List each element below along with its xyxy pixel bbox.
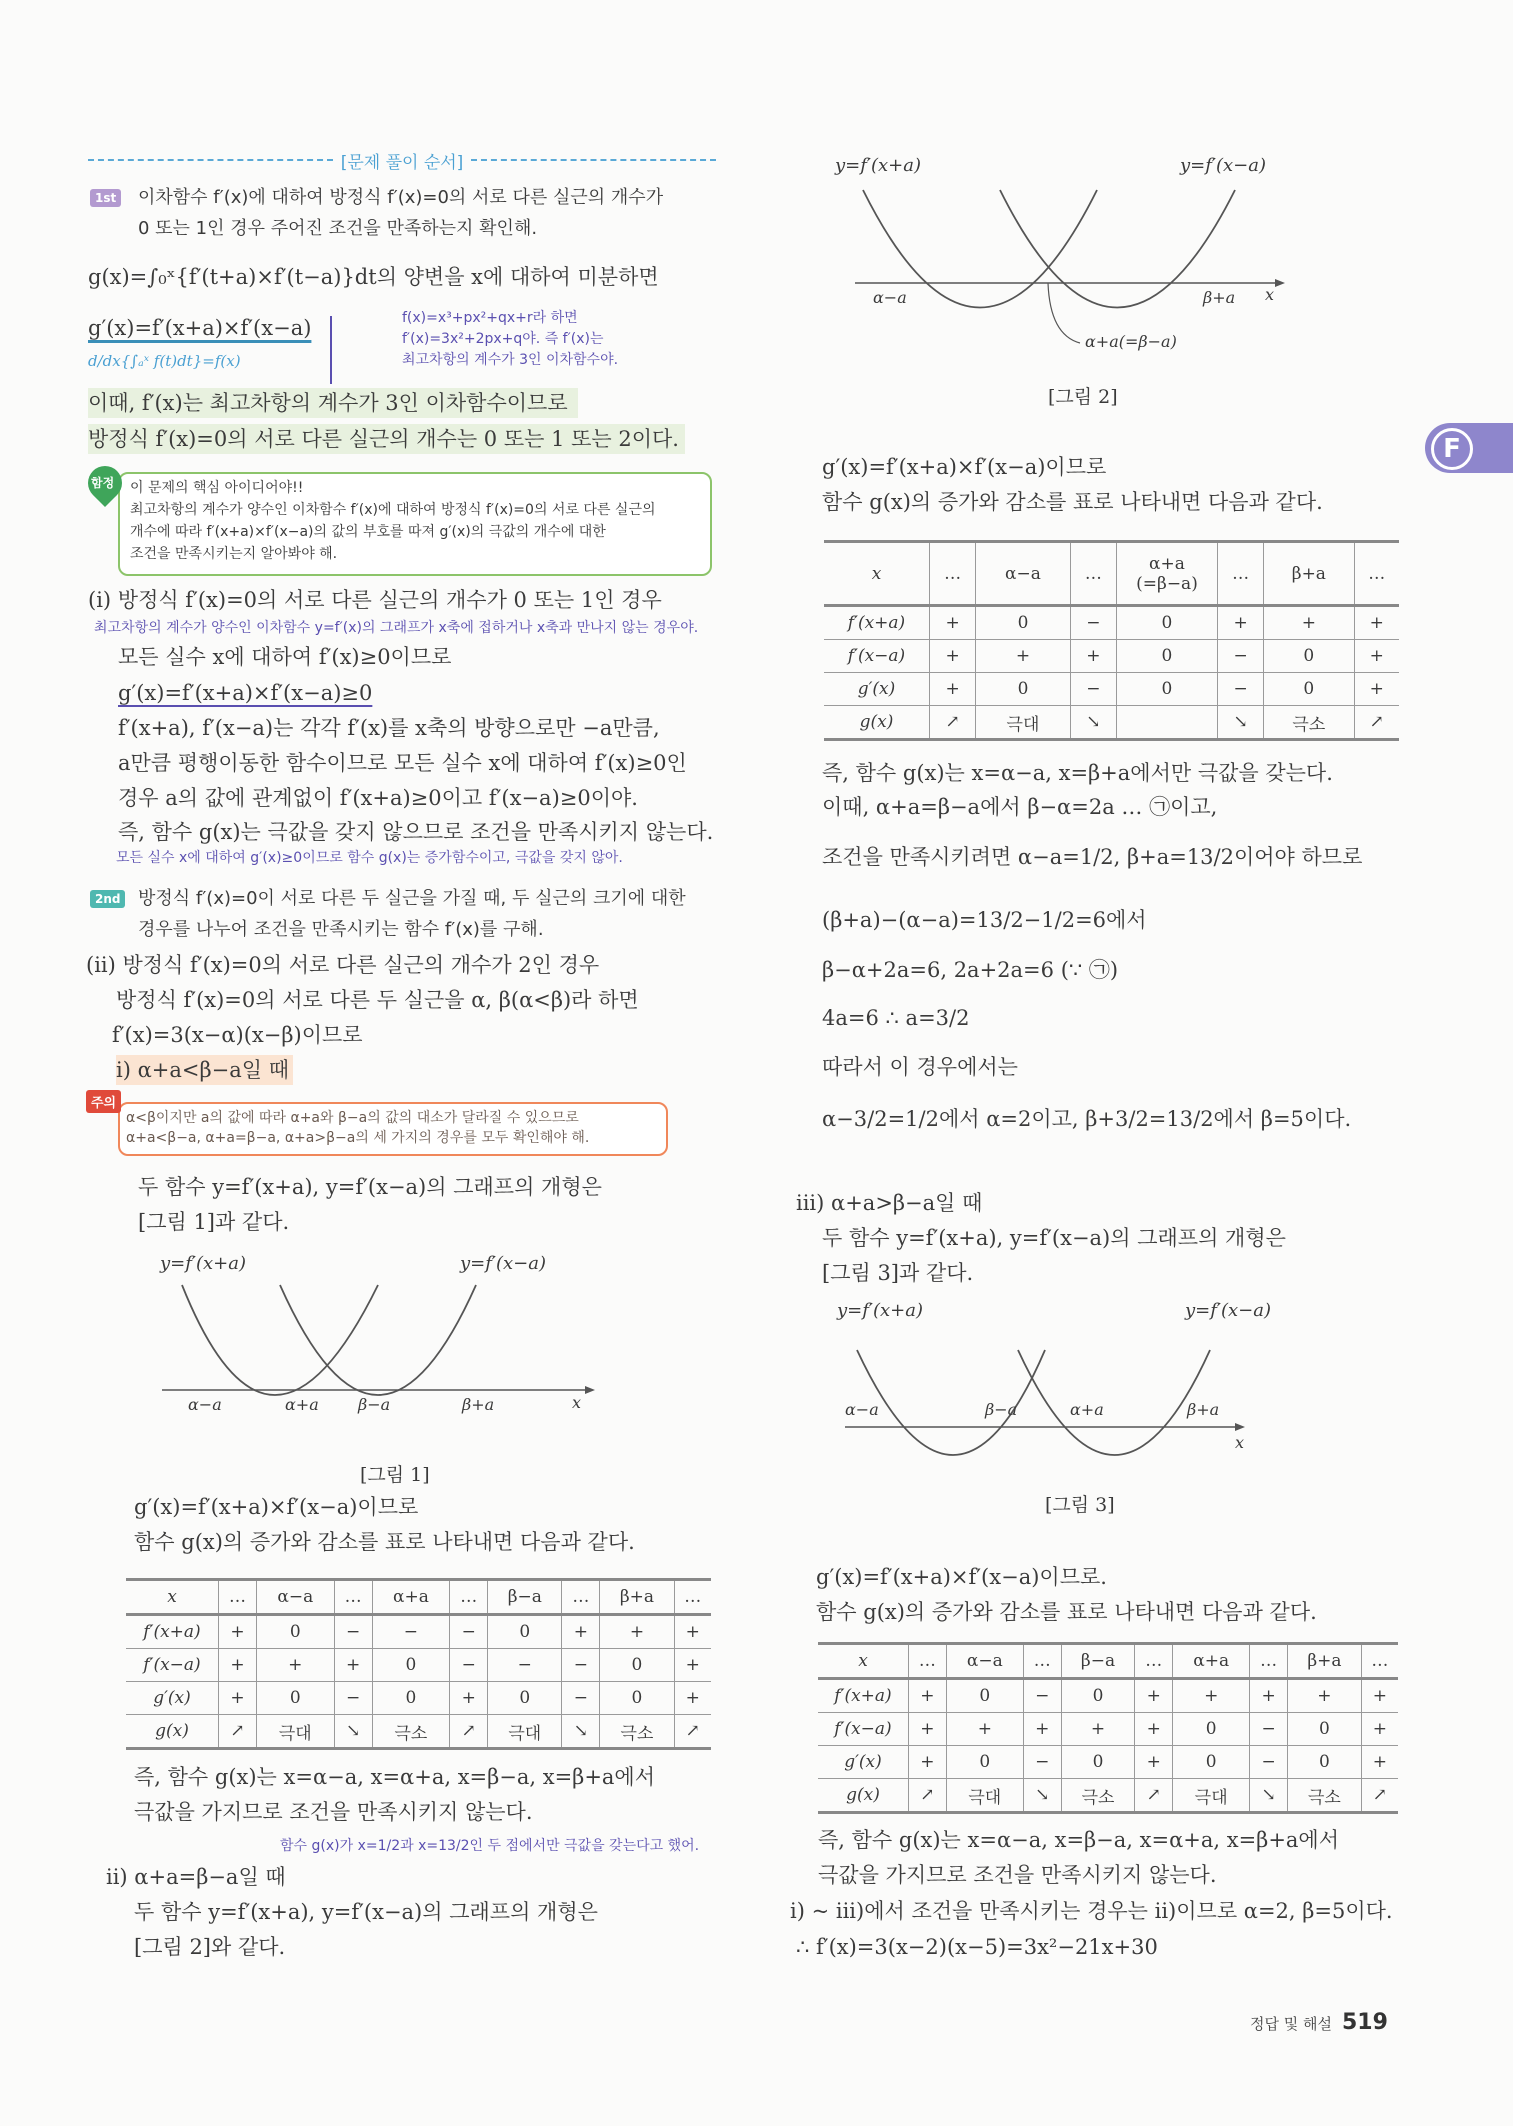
table-row: g′(x) + 0 − 0 + 0 − 0 +	[126, 1682, 711, 1715]
right-line-4: (β+a)−(α−a)=13/2−1/2=6에서	[822, 908, 1147, 932]
right-line-2: 이때, α+a=β−a에서 β−α=2a … ㉠이고,	[822, 795, 1218, 819]
table1-intro-2: 함수 g(x)의 증가와 감소를 표로 나타내면 다음과 같다.	[134, 1530, 635, 1554]
eq-g-definition: g(x)=∫₀ˣ{f′(t+a)×f′(t−a)}dt의 양변을 x에 대하여 미분하면	[88, 265, 659, 289]
figure-3-graph	[835, 1300, 1335, 1490]
conclusion1-note: 함수 g(x)가 x=1/2과 x=13/2인 두 점에서만 극값을 갖는다고 했어.	[280, 1838, 700, 1854]
table-1	[126, 1578, 711, 1750]
table-row: f′(x+a) + 0 − 0 + + +	[824, 606, 1399, 640]
table2-intro-1: g′(x)=f′(x+a)×f′(x−a)이므로	[822, 455, 1107, 479]
note-bracket	[330, 316, 332, 384]
case1-note2: 모든 실수 x에 대하여 g′(x)≥0이므로 함수 g(x)는 증가함수이고, 극값을 갖지 않아.	[116, 850, 623, 866]
fig3-caption: [그림 3]	[1045, 1494, 1115, 1516]
right-line-3: 조건을 만족시키려면 α−a=1/2, β+a=13/2이어야 하므로	[822, 845, 1363, 869]
figure-2-graph	[835, 155, 1355, 355]
fig1-root-3: β−a	[358, 1395, 391, 1414]
section-title: [문제 풀이 순서]	[340, 152, 464, 173]
figure-3	[835, 1300, 1335, 1490]
fig2-callout-label: α+a(=β−a)	[1085, 332, 1177, 351]
fig3-axis-label: x	[1235, 1433, 1245, 1452]
fig2-intro-2: [그림 2]와 같다.	[134, 1935, 286, 1959]
fig3-label-right: y=f′(x−a)	[1185, 1300, 1272, 1321]
table-2	[824, 540, 1399, 741]
fig2-root-2: β+a	[1203, 288, 1236, 307]
fig3-intro-1: 두 함수 y=f′(x+a), y=f′(x−a)의 그래프의 개형은	[822, 1226, 1286, 1250]
trap-line-2: 최고차항의 계수가 양수인 이차함수 f′(x)에 대하여 방정식 f′(x)=0의 서로 다른 실근의	[130, 502, 656, 518]
fig1-caption: [그림 1]	[360, 1464, 430, 1486]
right-line-6: 4a=6 ∴ a=3/2	[822, 1006, 970, 1030]
final-line1: i) ~ iii)에서 조건을 만족시키는 경우는 ii)이므로 α=2, β=5이다.	[790, 1899, 1393, 1923]
trap-line-3: 개수에 따라 f′(x+a)×f′(x−a)의 값의 부호를 따져 g′(x)의 극값의 개수에 대한	[130, 524, 606, 540]
case2-line-1: 방정식 f′(x)=0의 서로 다른 두 실근을 α, β(α<β)라 하면	[116, 988, 639, 1012]
step1-line2: 0 또는 1인 경우 주어진 조건을 만족하는지 확인해.	[138, 218, 538, 239]
trap-line-1: 이 문제의 핵심 아이디어야!!	[130, 480, 304, 496]
table-row: f′(x+a) + 0 − − − 0 + + +	[126, 1615, 711, 1649]
fig1-label-left: y=f′(x+a)	[160, 1253, 247, 1274]
fig1-intro-1: 두 함수 y=f′(x+a), y=f′(x−a)의 그래프의 개형은	[138, 1175, 602, 1199]
page-footer	[1250, 2010, 1388, 2035]
right-line-7: 따라서 이 경우에서는	[822, 1055, 1018, 1079]
conclusion1-line1: 즉, 함수 g(x)는 x=α−a, x=α+a, x=β−a, x=β+a에서	[134, 1765, 656, 1789]
fig3-root-4: β+a	[1187, 1400, 1220, 1419]
fig2-label-left: y=f′(x+a)	[835, 155, 922, 176]
sub-case-ii: ii) α+a=β−a일 때	[106, 1865, 286, 1889]
final-answer: ∴ f′(x)=3(x−2)(x−5)=3x²−21x+30	[796, 1935, 1158, 1959]
right-line-1: 즉, 함수 g(x)는 x=α−a, x=β+a에서만 극값을 갖는다.	[822, 761, 1333, 785]
fig2-caption: [그림 2]	[1048, 386, 1118, 408]
step1-line1: 이차함수 f′(x)에 대하여 방정식 f′(x)=0의 서로 다른 실근의 개수가	[138, 187, 664, 208]
case2-title: (ii) 방정식 f′(x)=0의 서로 다른 실근의 개수가 2인 경우	[86, 953, 600, 977]
fig1-root-4: β+a	[462, 1395, 495, 1414]
case1-line-3: f′(x+a), f′(x−a)는 각각 f′(x)를 x축의 방향으로만 −a만큼,	[118, 716, 660, 740]
conclusion3-line1: 즉, 함수 g(x)는 x=α−a, x=β−a, x=α+a, x=β+a에서	[818, 1828, 1340, 1852]
table-row: f′(x−a) + + + 0 − 0 +	[824, 640, 1399, 673]
step2-line2: 경우를 나누어 조건을 만족시키는 함수 f′(x)를 구해.	[138, 919, 544, 940]
step2-line1: 방정식 f′(x)=0이 서로 다른 두 실근을 가질 때, 두 실근의 크기에 대한	[138, 888, 686, 909]
case2-line-2: f′(x)=3(x−α)(x−β)이므로	[112, 1023, 363, 1047]
table3-intro-2: 함수 g(x)의 증가와 감소를 표로 나타내면 다음과 같다.	[816, 1600, 1317, 1624]
table-row: g(x) ↗ 극대 ↘ 극소 ↗ 극대 ↘ 극소 ↗	[126, 1715, 711, 1749]
conclusion3-line2: 극값을 가지므로 조건을 만족시키지 않는다.	[818, 1863, 1217, 1887]
fig3-root-3: α+a	[1070, 1400, 1104, 1419]
eq-g-prime: g′(x)=f′(x+a)×f′(x−a)	[88, 316, 312, 340]
right-line-8: α−3/2=1/2에서 α=2이고, β+3/2=13/2에서 β=5이다.	[822, 1107, 1352, 1131]
trap-line-4: 조건을 만족시키는지 알아봐야 해.	[130, 546, 338, 562]
table1-intro-1: g′(x)=f′(x+a)×f′(x−a)이므로	[134, 1495, 419, 1519]
then-line2: 방정식 f′(x)=0의 서로 다른 실근의 개수는 0 또는 1 또는 2이다.	[88, 424, 685, 454]
case1-line-4: a만큼 평행이동한 함수이므로 모든 실수 x에 대하여 f′(x)≥0인	[118, 751, 687, 775]
table2-intro-2: 함수 g(x)의 증가와 감소를 표로 나타내면 다음과 같다.	[822, 490, 1323, 514]
fig3-intro-2: [그림 3]과 같다.	[822, 1261, 974, 1285]
figure-1	[130, 1255, 610, 1455]
page-number: 519	[1342, 2010, 1388, 2035]
figure-2	[835, 155, 1355, 355]
fig2-root-1: α−a	[873, 288, 907, 307]
conclusion1-line2: 극값을 가지므로 조건을 만족시키지 않는다.	[134, 1800, 533, 1824]
figure-1-graph	[130, 1255, 610, 1455]
table-row: g′(x) + 0 − 0 − 0 +	[824, 673, 1399, 706]
then-line1: 이때, f′(x)는 최고차항의 계수가 3인 이차함수이므로	[88, 388, 578, 418]
side-note-1: f(x)=x³+px²+qx+r라 하면	[402, 310, 578, 326]
case1-line-1: 모든 실수 x에 대하여 f′(x)≥0이므로	[118, 645, 452, 669]
sub-case-iii: iii) α+a>β−a일 때	[796, 1191, 983, 1215]
step1-badge: 1st	[90, 189, 121, 207]
chapter-tab[interactable]	[1425, 423, 1513, 473]
hint-derivative: d/dx{∫ₐˣ f(t)dt}=f(x)	[88, 352, 241, 370]
table-3	[818, 1642, 1398, 1814]
fig3-label-left: y=f′(x+a)	[837, 1300, 924, 1321]
footer-label: 정답 및 해설	[1250, 2015, 1332, 2033]
table3-header: x … α−a … β−a … α+a … β+a …	[818, 1644, 1398, 1679]
case1-line-2: g′(x)=f′(x+a)×f′(x−a)≥0	[118, 681, 373, 705]
right-line-5: β−α+2a=6, 2a+2a=6 (∵ ㉠)	[822, 958, 1119, 982]
table-row: g′(x) + 0 − 0 + 0 − 0 +	[818, 1746, 1398, 1779]
table-row: g(x) ↗ 극대 ↘ 극소 ↗ 극대 ↘ 극소 ↗	[818, 1779, 1398, 1813]
caution-badge: 주의	[86, 1090, 121, 1113]
table-row: g(x) ↗ 극대 ↘ ↘ 극소 ↗	[824, 706, 1399, 740]
fig1-root-1: α−a	[188, 1395, 222, 1414]
table3-intro-1: g′(x)=f′(x+a)×f′(x−a)이므로.	[816, 1565, 1107, 1589]
side-note-3: 최고차항의 계수가 3인 이차함수야.	[402, 352, 619, 368]
case1-line-6: 즉, 함수 g(x)는 극값을 갖지 않으므로 조건을 만족시키지 않는다.	[118, 820, 714, 844]
table1-header: x … α−a … α+a … β−a … β+a …	[126, 1580, 711, 1615]
fig1-axis-label: x	[572, 1393, 582, 1412]
fig2-label-right: y=f′(x−a)	[1180, 155, 1267, 176]
side-note-2: f′(x)=3x²+2px+q야. 즉 f′(x)는	[402, 331, 604, 347]
sub-case-i: i) α+a<β−a일 때	[116, 1055, 293, 1085]
fig3-root-2: β−a	[985, 1400, 1018, 1419]
case1-title: (i) 방정식 f′(x)=0의 서로 다른 실근의 개수가 0 또는 1인 경우	[88, 588, 662, 612]
fig2-axis-label: x	[1265, 285, 1275, 304]
fig2-intro-1: 두 함수 y=f′(x+a), y=f′(x−a)의 그래프의 개형은	[134, 1900, 598, 1924]
caution-line-2: α+a<β−a, α+a=β−a, α+a>β−a의 세 가지의 경우를 모두 확인해야 해.	[126, 1130, 590, 1146]
trap-badge: 함정	[91, 476, 115, 490]
case1-line-5: 경우 a의 값에 관계없이 f′(x+a)≥0이고 f′(x−a)≥0이야.	[118, 786, 638, 810]
fig1-label-right: y=f′(x−a)	[460, 1253, 547, 1274]
table-row: f′(x+a) + 0 − 0 + + + + +	[818, 1679, 1398, 1713]
caution-line-1: α<β이지만 a의 값에 따라 α+a와 β−a의 값의 대소가 달라질 수 있으므로	[126, 1110, 579, 1126]
table-row: f′(x−a) + + + 0 − − − 0 +	[126, 1649, 711, 1682]
fig1-root-2: α+a	[285, 1395, 319, 1414]
table-row: f′(x−a) + + + + + 0 − 0 +	[818, 1713, 1398, 1746]
table2-header: x … α−a … α+a (=β−a) … β+a …	[824, 542, 1399, 606]
section-header	[88, 150, 716, 173]
fig1-intro-2: [그림 1]과 같다.	[138, 1210, 290, 1234]
step2-badge: 2nd	[90, 890, 125, 908]
fig3-root-1: α−a	[845, 1400, 879, 1419]
chapter-letter: F	[1431, 428, 1473, 470]
case1-note: 최고차항의 계수가 양수인 이차함수 y=f′(x)의 그래프가 x축에 접하거나 x축과 만나지 않는 경우야.	[94, 620, 699, 636]
